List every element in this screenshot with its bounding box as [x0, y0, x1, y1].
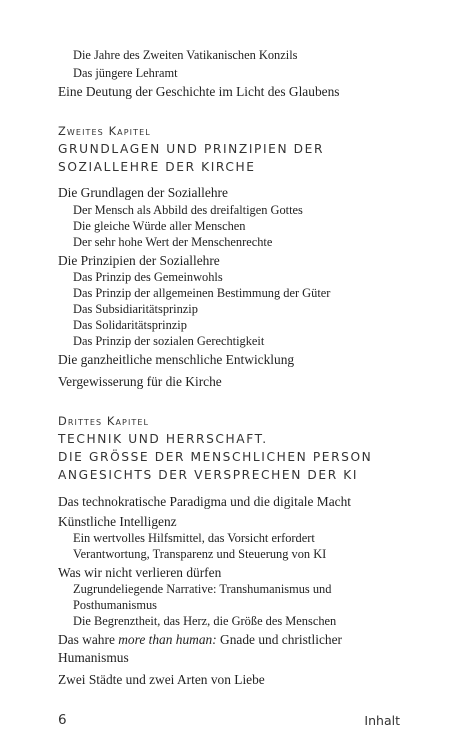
toc-subentry: Der Mensch als Abbild des dreifaltigen Gottes	[73, 203, 303, 217]
toc-entry: Die Prinzipien der Soziallehre	[58, 253, 220, 268]
chapter-title: ANGESICHTS DER VERSPRECHEN DER KI	[58, 468, 359, 482]
toc-entry: Eine Deutung der Geschichte im Licht des Glaubens	[58, 84, 340, 99]
toc-entry: Zwei Städte und zwei Arten von Liebe	[58, 672, 265, 687]
toc-subentry: Das Prinzip des Gemeinwohls	[73, 270, 223, 284]
toc-subentry: Das Prinzip der allgemeinen Bestimmung der Güter	[73, 286, 331, 300]
toc-subentry: Die gleiche Würde aller Menschen	[73, 219, 246, 233]
toc-entry: Humanismus	[58, 650, 129, 665]
toc-subentry: Die Begrenztheit, das Herz, die Größe des Menschen	[73, 614, 337, 628]
toc-entry: Das technokratische Paradigma und die digitale Macht	[58, 494, 352, 509]
toc-subentry: Der sehr hohe Wert der Menschenrechte	[73, 235, 273, 249]
toc-subentry: Verantwortung, Transparenz und Steuerung von KI	[73, 547, 327, 561]
toc-subentry: Das Subsidiaritätsprinzip	[73, 302, 198, 316]
toc-entry-text: Gnade und christlicher	[216, 632, 342, 647]
toc-subentry: Das Prinzip der sozialen Gerechtigkeit	[73, 334, 265, 348]
chapter-title: SOZIALLEHRE DER KIRCHE	[58, 160, 256, 174]
toc-subentry: Die Jahre des Zweiten Vatikanischen Konzils	[73, 48, 298, 62]
toc-entry: Die ganzheitliche menschliche Entwicklung	[58, 352, 295, 367]
chapter-title: GRUNDLAGEN UND PRINZIPIEN DER	[58, 142, 325, 156]
chapter-title: TECHNIK UND HERRSCHAFT.	[58, 432, 268, 446]
toc-subentry: Ein wertvolles Hilfsmittel, das Vorsicht erfordert	[73, 531, 315, 545]
toc-entry	[58, 632, 342, 648]
toc-subentry: Posthumanismus	[73, 598, 157, 612]
chapter-title: DIE GRÖSSE DER MENSCHLICHEN PERSON	[58, 450, 373, 464]
page-number: 6	[58, 712, 67, 728]
toc-entry-text: Das wahre	[58, 632, 119, 647]
toc-subentry: Das jüngere Lehramt	[73, 66, 178, 80]
chapter-label: Zweites Kapitel	[58, 124, 151, 138]
toc-entry: Die Grundlagen der Soziallehre	[58, 185, 228, 200]
toc-entry: Was wir nicht verlieren dürfen	[58, 565, 222, 580]
toc-entry-italic: more than human:	[118, 632, 217, 647]
toc-subentry: Das Solidaritätsprinzip	[73, 318, 187, 332]
toc-entry: Vergewisserung für die Kirche	[58, 374, 222, 389]
running-footer: Inhalt	[364, 713, 400, 728]
toc-subentry: Zugrundeliegende Narrative: Transhumanismus und	[73, 582, 332, 596]
toc-entry: Künstliche Intelligenz	[58, 514, 177, 529]
chapter-label: Drittes Kapitel	[58, 414, 150, 428]
